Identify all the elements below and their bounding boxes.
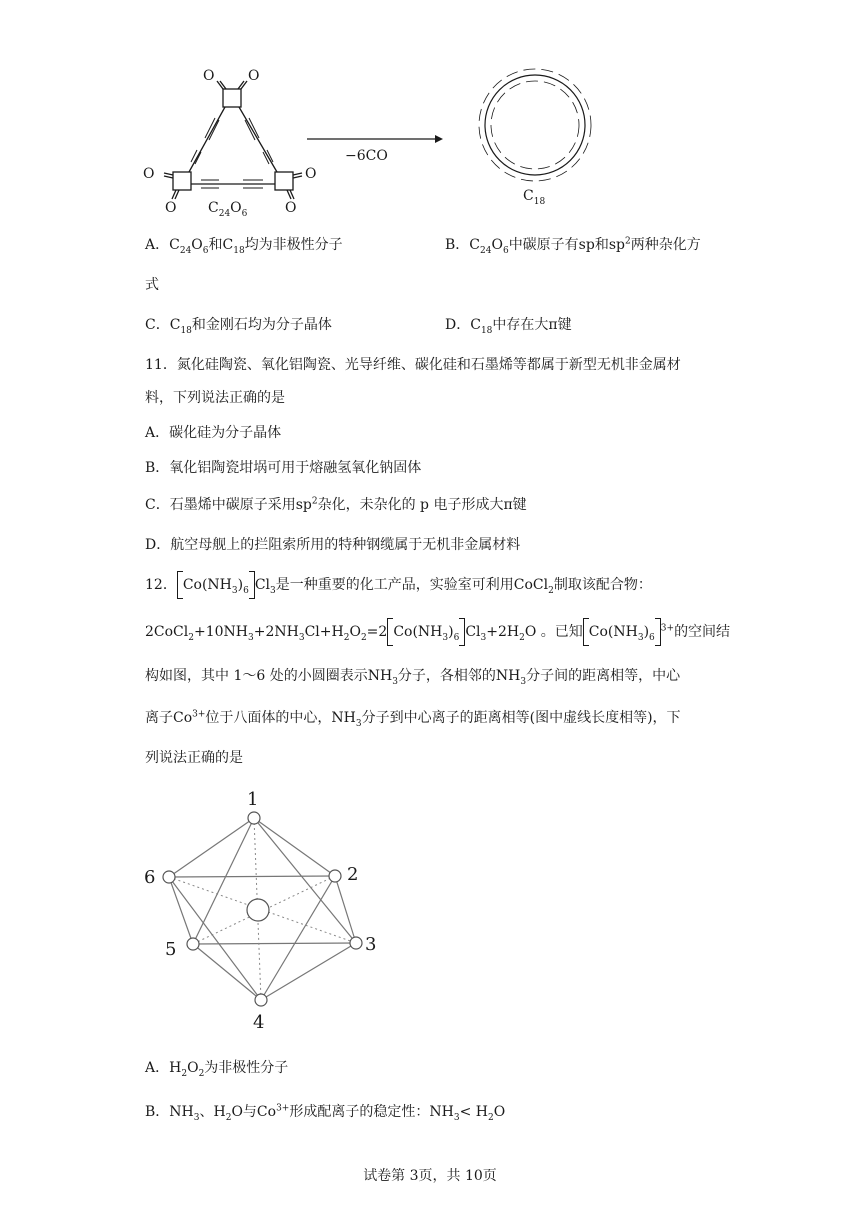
q12-stem-line4: 离子$Co^{3+}$位于八面体的中心，$NH_3$分子到中心离子的距离相等(图中虚线长度相等)，下 — [145, 709, 681, 729]
arrow-head — [435, 135, 443, 143]
c24o6-label: $C_{24}O_6$ — [208, 200, 248, 219]
q11-option-c: C．石墨烯中碳原子采用$sp^2$杂化，未杂化的 p 电子形成大π键 — [145, 496, 527, 513]
vertex-label-6: 6 — [144, 867, 156, 888]
q11-option-d: D．航空母舰上的拦阻索所用的特种钢缆属于无机非金属材料 — [145, 537, 521, 553]
nh3-site-6 — [163, 871, 175, 883]
arrow-label: −6CO — [345, 148, 388, 164]
o-label: O — [165, 200, 177, 216]
q12-option-a: A．$H_2O_2$为非极性分子 — [145, 1060, 289, 1079]
q12-stem-line3: 构如图，其中 1～6 处的小圆圈表示$NH_3$分子，各相邻的$NH_3$分子间的距离相等，中心 — [145, 668, 681, 687]
q10-option-b: B．$C_{24}O_6$中碳原子有sp和$sp^2$两种杂化方 — [445, 236, 701, 256]
vertex-label-5: 5 — [165, 939, 177, 960]
q11-option-b: B．氧化铝陶瓷坩埚可用于熔融氢氧化钠固体 — [145, 460, 422, 476]
q12-equation-line: $2CoCl_2+10NH_3+2NH_3Cl+H_2O_2=2$ $Co(NH_3)_6$ $Cl_3+2H_2O$ 。已知 $Co(NH_3)_6^{3+}$的空间结 — [145, 623, 731, 643]
q12-stem-line5: 列说法正确的是 — [145, 750, 243, 766]
o-label: O — [203, 68, 215, 84]
q12-option-b: B．$NH_3$、$H_2O$与$Co^{3+}$形成配离子的稳定性：$NH_3< H_2O$ — [145, 1103, 506, 1123]
nh3-site-4 — [255, 994, 267, 1006]
o-label: O — [143, 166, 155, 182]
reaction-figure — [135, 60, 595, 225]
q10-option-a: A．$C_{24}O_6$和$C_{18}$均为非极性分子 — [145, 237, 343, 256]
q11-option-a: A．碳化硅为分子晶体 — [145, 425, 282, 441]
q11-stem-line1: 11．氮化硅陶瓷、氧化铝陶瓷、光导纤维、碳化硅和石墨烯等都属于新型无机非金属材 — [145, 357, 681, 373]
o-label: O — [248, 68, 260, 84]
c18-label: $C_{18}$ — [523, 188, 546, 207]
c24o6-structure — [164, 81, 302, 199]
q11-stem-line2: 料，下列说法正确的是 — [145, 390, 285, 406]
vertex-label-2: 2 — [347, 864, 359, 885]
vertex-label-1: 1 — [247, 789, 259, 810]
q10-option-d: D．$C_{18}$中存在大π键 — [445, 317, 572, 336]
vertex-label-4: 4 — [253, 1012, 265, 1033]
o-label: O — [285, 200, 297, 216]
vertex-label-3: 3 — [365, 934, 377, 955]
o-label: O — [305, 166, 317, 182]
page-footer: 试卷第 3页，共 10页 — [363, 1168, 497, 1184]
co-center-ion — [247, 899, 269, 921]
nh3-site-1 — [248, 812, 260, 824]
nh3-site-2 — [329, 870, 341, 882]
nh3-site-3 — [350, 937, 362, 949]
q12-stem-line1: 12． $Co(NH_3)_6$ $Cl_3$是一种重要的化工产品，实验室可利用CoCl$_2$制取该配合物： — [145, 577, 652, 596]
octahedron-figure — [135, 780, 395, 1040]
nh3-site-5 — [187, 938, 199, 950]
q10-option-c: C．$C_{18}$和金刚石均为分子晶体 — [145, 317, 332, 336]
c18-ring — [479, 69, 591, 181]
q10-option-b-continued: 式 — [145, 277, 159, 293]
